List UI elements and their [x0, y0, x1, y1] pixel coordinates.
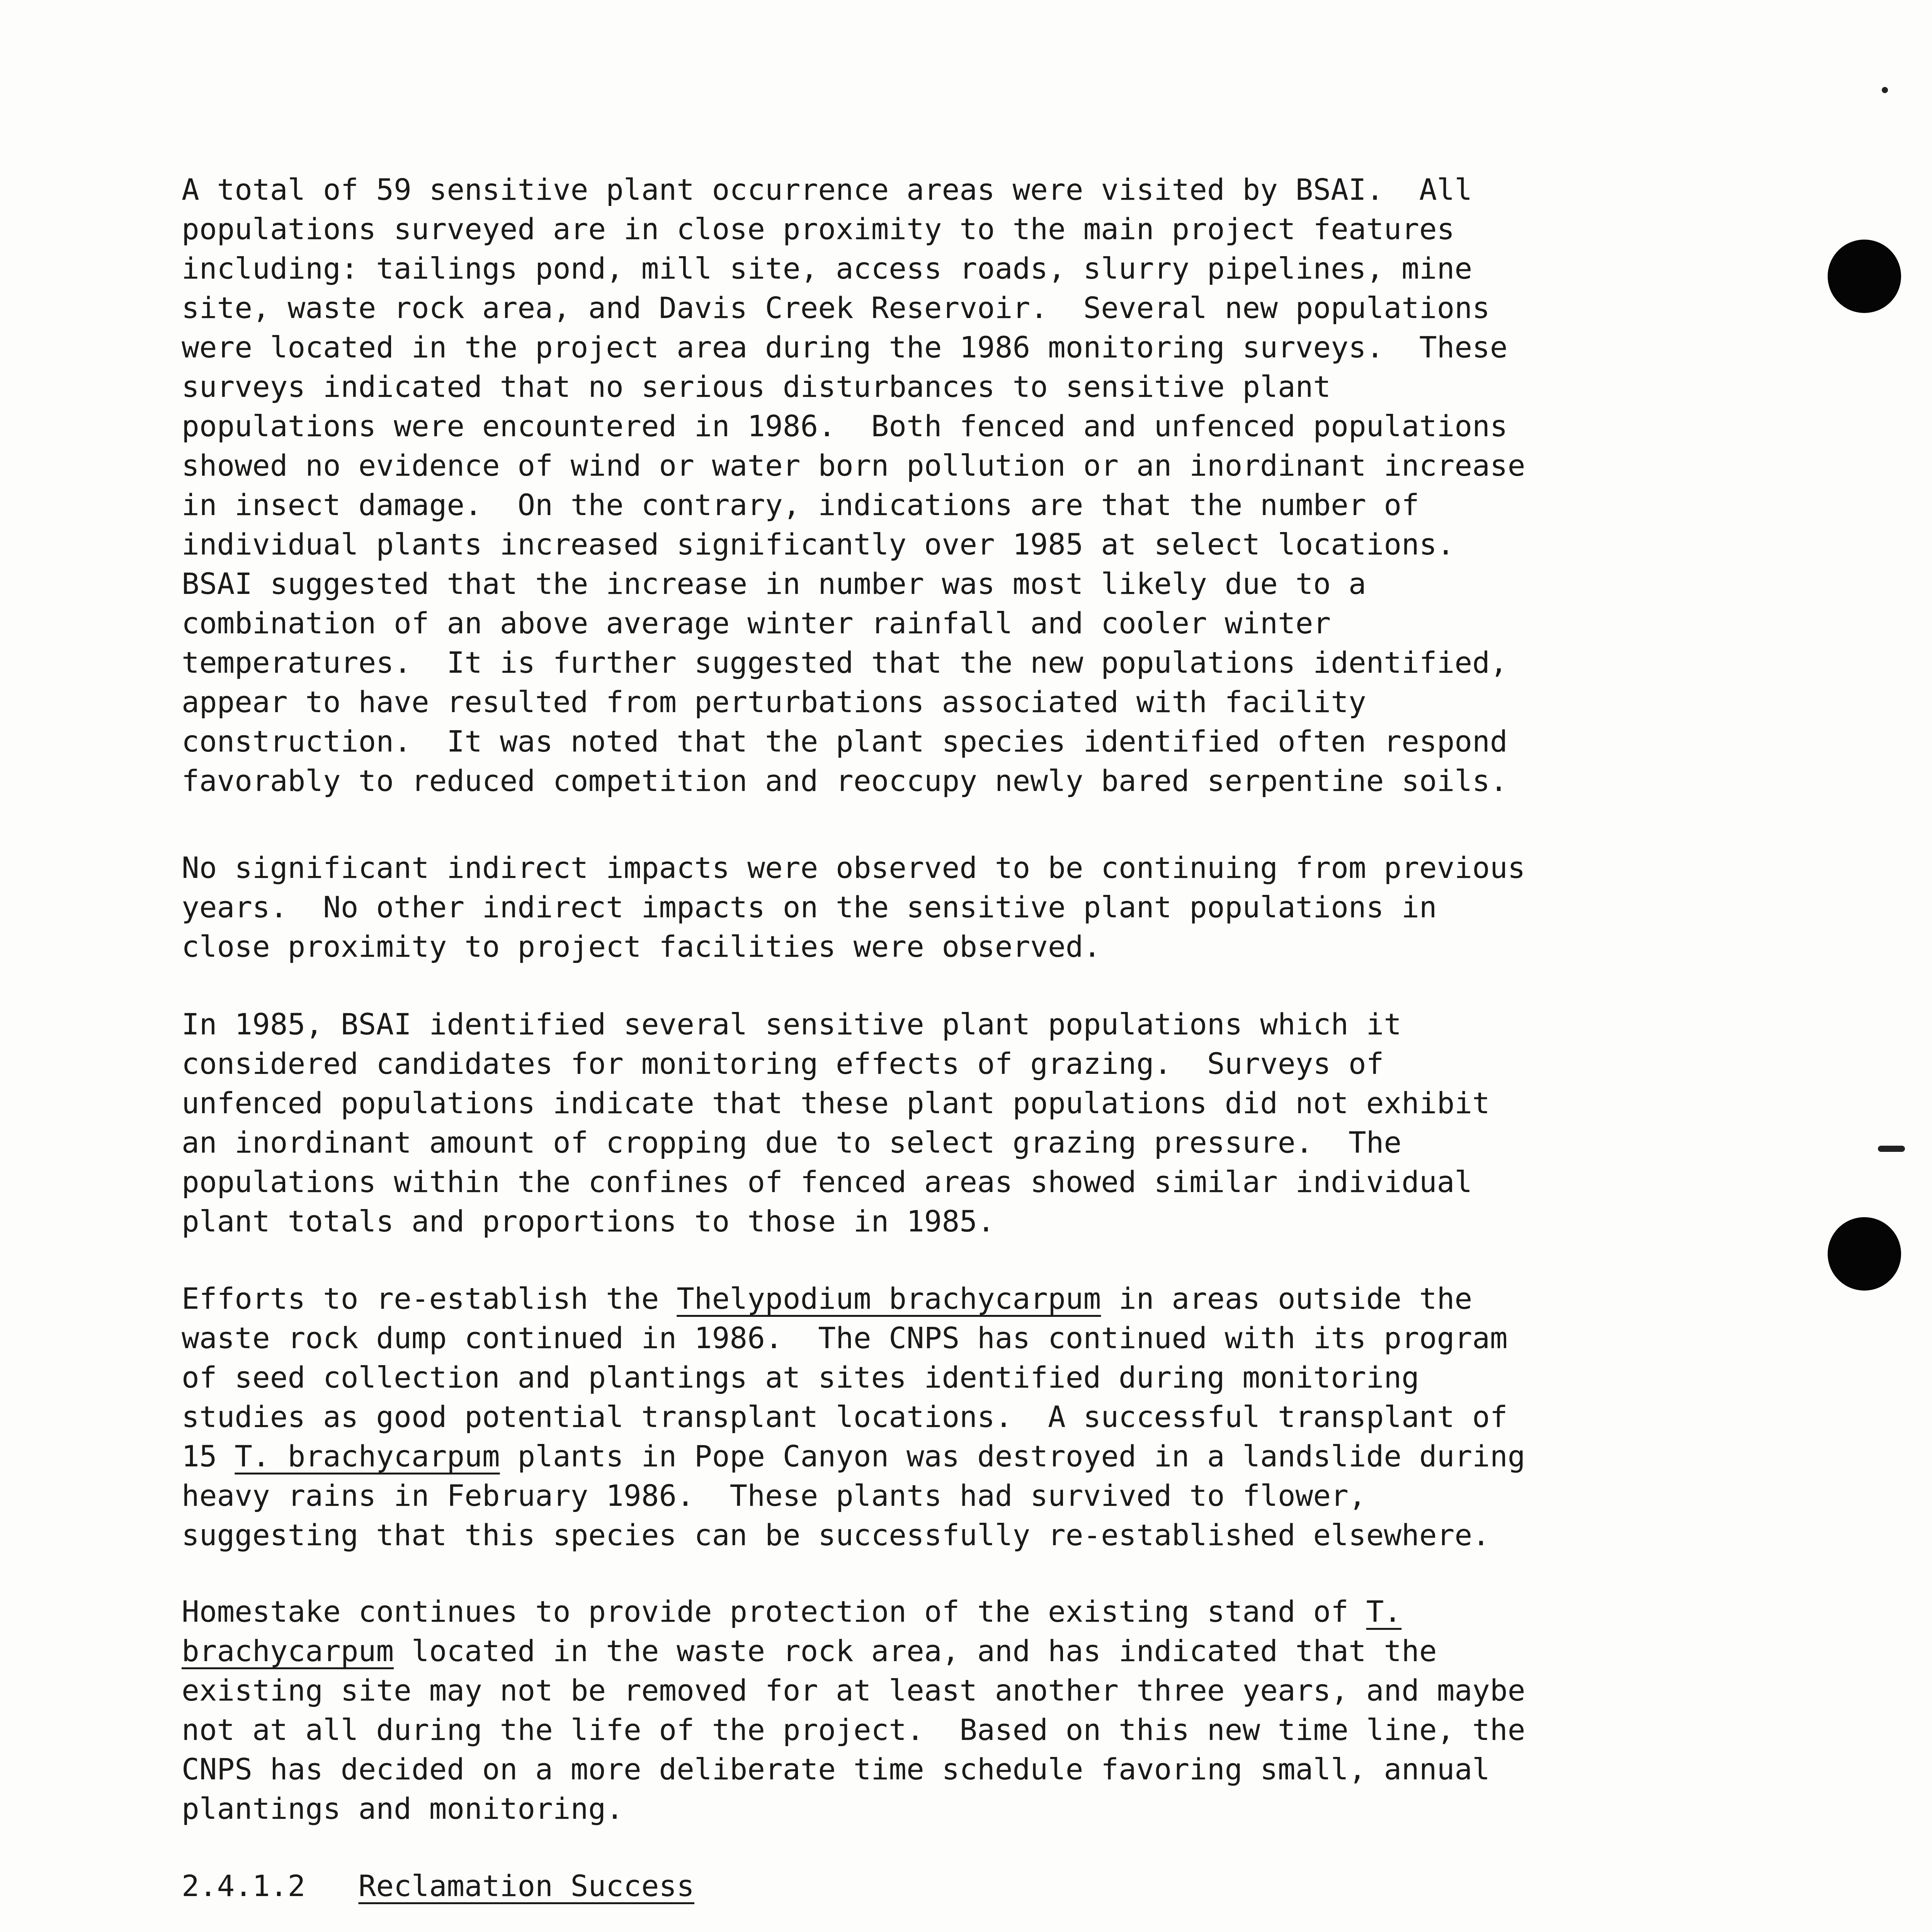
paragraph-sensitive-plant-surveys: A total of 59 sensitive plant occurrence areas were visited by BSAI. All populations surveyed are in close proximity to the main project features including: tailings pond, mill site, access roads, slurry pipelines, mine site, waste rock area, and Davis Creek Reservoir. Several new populations were located in the project area during the 1986 monitoring surveys. These surveys indicated that no serious disturbances to sensitive plant populations were encountered in 1986. Both fenced and unfenced populations showed no evidence of wind or water born pollution or an inordinant increase in insect damage. On the contrary, indications are that the number of individual plants increased significantly over 1985 at select locations. BSAI suggested that the increase in number was most likely due to a combination of an above average winter rainfall and cooler winter temperatures. It is further suggested that the new populations identified, appear to have resulted from perturbations associated with facility construction. It was noted that the plant species identified often respond favorably to reduced competition and reoccupy newly bared serpentine soils. [182, 172, 1526, 798]
binder-hole [1828, 240, 1901, 313]
species-name: T. [1366, 1594, 1402, 1629]
section-title: Reclamation Success [358, 1869, 694, 1903]
paragraph-indirect-impacts: No significant indirect impacts were observed to be continuing from previous years. No other indirect impacts on the sensitive plant populations in close proximity to project facilities were observed. [182, 850, 1526, 964]
paragraph-text: Efforts to re-establish the [182, 1281, 677, 1316]
scan-speck [1878, 1146, 1905, 1152]
paragraph-text: Homestake continues to provide protection of the existing stand of [182, 1594, 1366, 1629]
section-heading [182, 1866, 1719, 1906]
species-name: Thelypodium brachycarpum [677, 1281, 1101, 1316]
paragraph-grazing-monitoring: In 1985, BSAI identified several sensitive plant populations which it considered candidates for monitoring effects of grazing. Surveys of unfenced populations indicate that these plant populations did not exhibit an inordinant amount of cropping due to select grazing pressure. The populations within the confines of fenced areas showed similar individual plant totals and proportions to those in 1985. [182, 1007, 1490, 1238]
paragraph-re-establishment [182, 1279, 1719, 1555]
paragraph-text: located in the waste rock area, and has indicated that the existing site may not be removed for at least another three years, and maybe not at all during the life of the project. Based on this new time line, the CNPS has decided on a more deliberate time schedule favoring small, annual plantings and monitoring. [182, 1634, 1526, 1826]
scan-speck [1882, 87, 1888, 93]
paragraph-text: plants in Pope Canyon was destroyed in a landslide during heavy rains in February 1986. These plants had survived to flower, suggesting that this species can be successfully re-established elsewhere. [182, 1439, 1526, 1552]
section-number: 2.4.1.2 [182, 1869, 306, 1903]
binder-hole [1828, 1217, 1901, 1291]
species-name: brachycarpum [182, 1634, 394, 1668]
species-name: T. brachycarpum [235, 1439, 500, 1473]
paragraph-homestake-protection [182, 1592, 1719, 1828]
paragraph-text: in areas outside the waste rock dump continued in 1986. The CNPS has continued with its program of seed collection and plantings at sites identified during monitoring studies as good potential transplant locations. A successful transplant of 15 [182, 1281, 1508, 1473]
